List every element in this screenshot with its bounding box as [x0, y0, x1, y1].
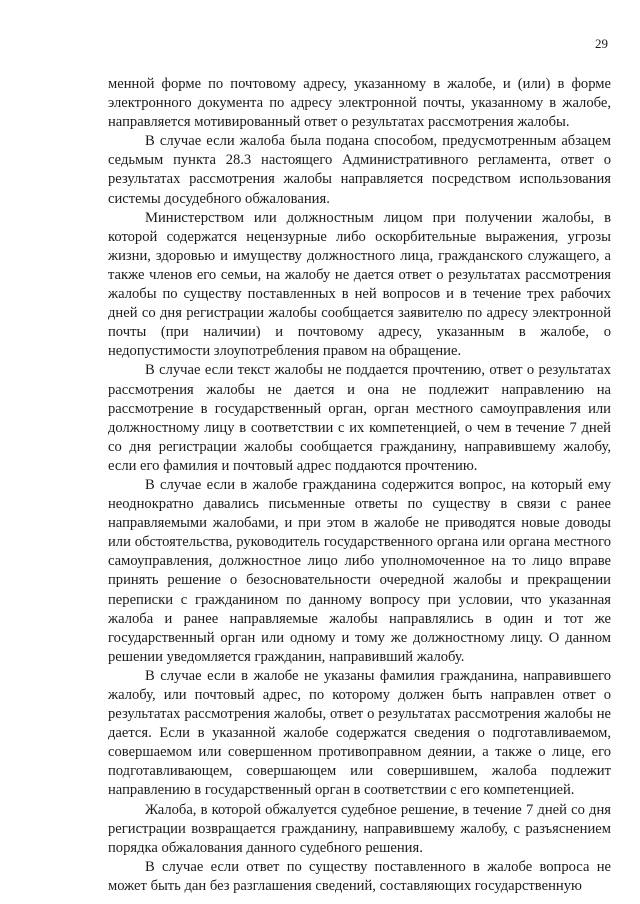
paragraph: Жалоба, в которой обжалуется судебное решение, в течение 7 дней со дня регистрации возвращается гражданину, направившему жалобу, с разъяснением порядка обжалования данного судебного решения.: [108, 801, 611, 856]
paragraph: В случае если ответ по существу поставленного в жалобе вопроса не может быть дан без разглашения сведений, составляющих государственную: [108, 858, 611, 894]
document-body: [108, 75, 611, 896]
paragraph: менной форме по почтовому адресу, указанному в жалобе, и (или) в форме электронного документа по адресу электронной почты, указанному в жалобе, направляется мотивированный ответ о результатах рассмотрения жалобы.: [108, 76, 611, 131]
paragraph: В случае если текст жалобы не поддается прочтению, ответ о результатах рассмотрения жалобы не дается и она не подлежит направлению на рассмотрение в государственный орган, орган местного самоуправления или должностному лицу в соответствии с их компетенцией, о чем в течение 7 дней со дня регистрации жалобы сообщается гражданину, направившему жалобу, если его фамилия и почтовый адрес поддаются прочтению.: [108, 362, 611, 474]
paragraph: В случае если жалоба была подана способом, предусмотренным абзацем седьмым пункта 28.3 настоящего Административного регламента, ответ о результатах рассмотрения жалобы направляется посредством использования системы досудебного обжалования.: [108, 133, 611, 207]
page-number: 29: [595, 36, 608, 51]
paragraph: В случае если в жалобе не указаны фамилия гражданина, направившего жалобу, или почтовый адрес, по которому должен быть направлен ответ о результатах рассмотрения жалобы, ответ о результатах рассмотрения жалобы не дается. Если в указанной жалобе содержатся сведения о подготавливаемом, совершаемом или совершенном противоправном деянии, а также о лице, его подготавливающем, совершающем или совершившем, жалоба подлежит направлению в государственный орган в соответствии с его компетенцией.: [108, 667, 611, 799]
paragraph: В случае если в жалобе гражданина содержится вопрос, на который ему неоднократно давались письменные ответы по существу в связи с ранее направляемыми жалобами, и при этом в жалобе не приводятся новые доводы или обстоятельства, руководитель государственного органа или органа местного самоуправления, должностное лицо либо уполномоченное на то лицо вправе принять решение о безосновательности очередной жалобы и прекращении переписки с гражданином по данному вопросу при условии, что указанная жалоба и ранее направляемые жалобы направлялись в один и тот же государственный орган или одному и тому же должностному лицу. О данном решении уведомляется гражданин, направивший жалобу.: [108, 476, 611, 665]
paragraph: Министерством или должностным лицом при получении жалобы, в которой содержатся нецензурные либо оскорбительные выражения, угрозы жизни, здоровью и имуществу должностного лица, гражданского служащего, а также членов его семьи, на жалобу не дается ответ о результатах рассмотрения жалобы по существу поставленных в ней вопросов и в течение трех рабочих дней со дня регистрации жалобы сообщается заявителю по адресу электронной почты (при наличии) и почтовому адресу, указанным в жалобе, о недопустимости злоупотребления правом на обращение.: [108, 209, 611, 360]
